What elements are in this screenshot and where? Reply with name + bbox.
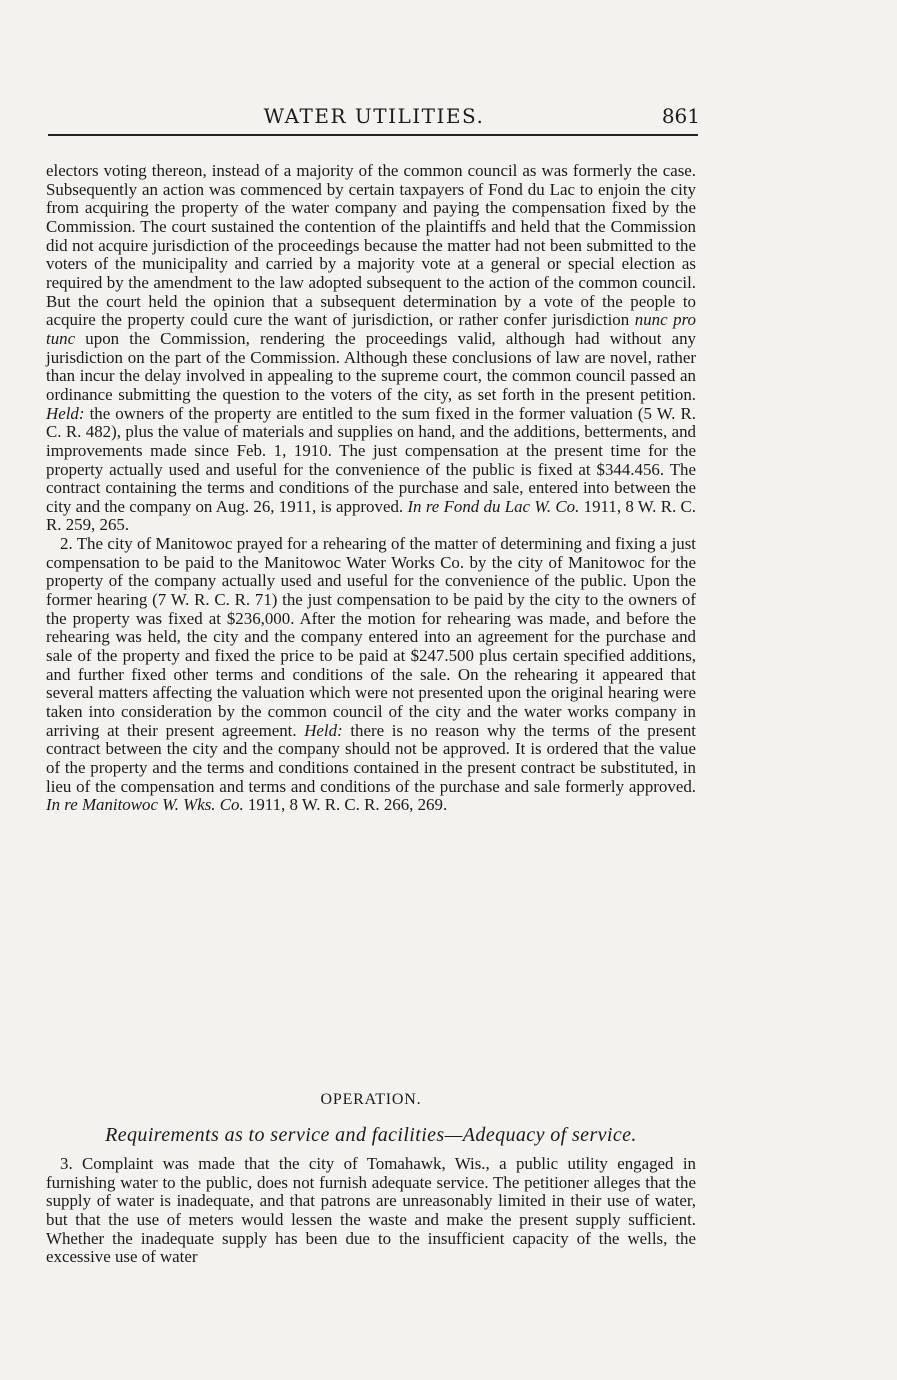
- body-text: [46, 162, 696, 815]
- paragraph-1-citation: 1911, 8 W. R. C. R. 259, 265.: [46, 496, 697, 535]
- paragraph-3: 3. Complaint was made that the city of Tomahawk, Wis., a public utility engaged in furnishing water to the public, does not furnish adequate service. The petitioner alleges that the supply of water is inadequate, and that patrons are unreasonably limited in their use of water, but that the use of meters would lessen the waste and make the present supply sufficient. Whether the inadequate supply has been due to the insufficient capacity of the wells, the excessive use of water: [46, 1154, 696, 1267]
- paragraph-2-text-a: 2. The city of Manitowoc prayed for a rehearing of the matter of determining and fixing a just compensation to be paid to the Manitowoc Water Works Co. by the city of Manitowoc for the property of the company actually used and useful for the convenience of the public. Upon the former hearing (7 W. R. C. R. 71) the just compensation to be paid by the city to the owners of the property was fixed at $236,000. After the motion for rehearing was made, and before the rehearing was held, the city and the company entered into an agreement for the purchase and sale of the property and fixed the price to be paid at $247.500 plus certain specified additions, and further fixed other terms and conditions of the sale. On the rehearing it appeared that several matters affecting the valuation which were not presented upon the original hearing were taken into consideration by the common council of the city and the water works company in arriving at their present agreement.: [46, 534, 696, 740]
- paragraph-1: [46, 162, 696, 535]
- paragraph-2-held: Held:: [304, 720, 343, 740]
- page-number: 861: [661, 104, 700, 128]
- paragraph-2-citation: 1911, 8 W. R. C. R. 266, 269.: [243, 795, 448, 815]
- body-text-continued: [46, 1155, 696, 1267]
- header-rule: [48, 134, 698, 136]
- paragraph-1-italic-a: nunc pro tunc: [46, 310, 696, 348]
- subsection-heading: Requirements as to service and facilities—Adequacy of service.: [105, 1124, 637, 1146]
- running-title: WATER UTILITIES.: [263, 104, 485, 128]
- paragraph-2: [46, 535, 696, 815]
- paragraph-2-text-b: there is no reason why the terms of the present contract between the city and the company should not be approved. It is ordered that the value of the property and the terms and conditions contained in the present contract be substituted, in lieu of the compensation and terms and conditions of the purchase and sale formerly approved.: [46, 720, 696, 796]
- running-head: [48, 104, 700, 136]
- paragraph-1-case-name: In re Fond du Lac W. Co.: [407, 496, 580, 516]
- paragraph-2-case-name: In re Manitowoc W. Wks. Co.: [46, 795, 244, 815]
- paragraph-1-text-c: the owners of the property are entitled to the sum fixed in the former valuation (5 W. R. C. R. 482), plus the value of materials and supplies on hand, and the additions, betterments, and improvements made since Feb. 1, 1910. The just compensation at the present time for the property actually used and useful for the convenience of the public is fixed at $344.456. The contract containing the terms and conditions of the purchase and sale, entered into between the city and the company on Aug. 26, 1911, is approved.: [46, 403, 696, 516]
- section-heading: OPERATION.: [320, 1091, 422, 1108]
- paragraph-1-text-b: upon the Commission, rendering the proceedings valid, although had without any jurisdiction on the part of the Commission. Although these conclusions of law are novel, rather than incur the delay involved in appealing to the supreme court, the common council passed an ordinance submitting the question to the voters of the city, as set forth in the present petition.: [46, 328, 696, 404]
- paragraph-1-held: Held:: [46, 403, 85, 423]
- paragraph-1-text-a: electors voting thereon, instead of a majority of the common council as was formerly the case. Subsequently an action was commenced by certain taxpayers of Fond du Lac to enjoin the city from acquiring the property of the water company and paying the compensation fixed by the Commission. The court sustained the contention of the plaintiffs and held that the Commission did not acquire jurisdiction of the proceedings because the matter had not been submitted to the voters of the municipality and carried by a majority vote at a general or special election as required by the amendment to the law adopted subsequent to the action of the common council. But the court held the opinion that a subsequent determination by a vote of the people to acquire the property could cure the want of jurisdiction, or rather confer jurisdiction: [46, 161, 696, 330]
